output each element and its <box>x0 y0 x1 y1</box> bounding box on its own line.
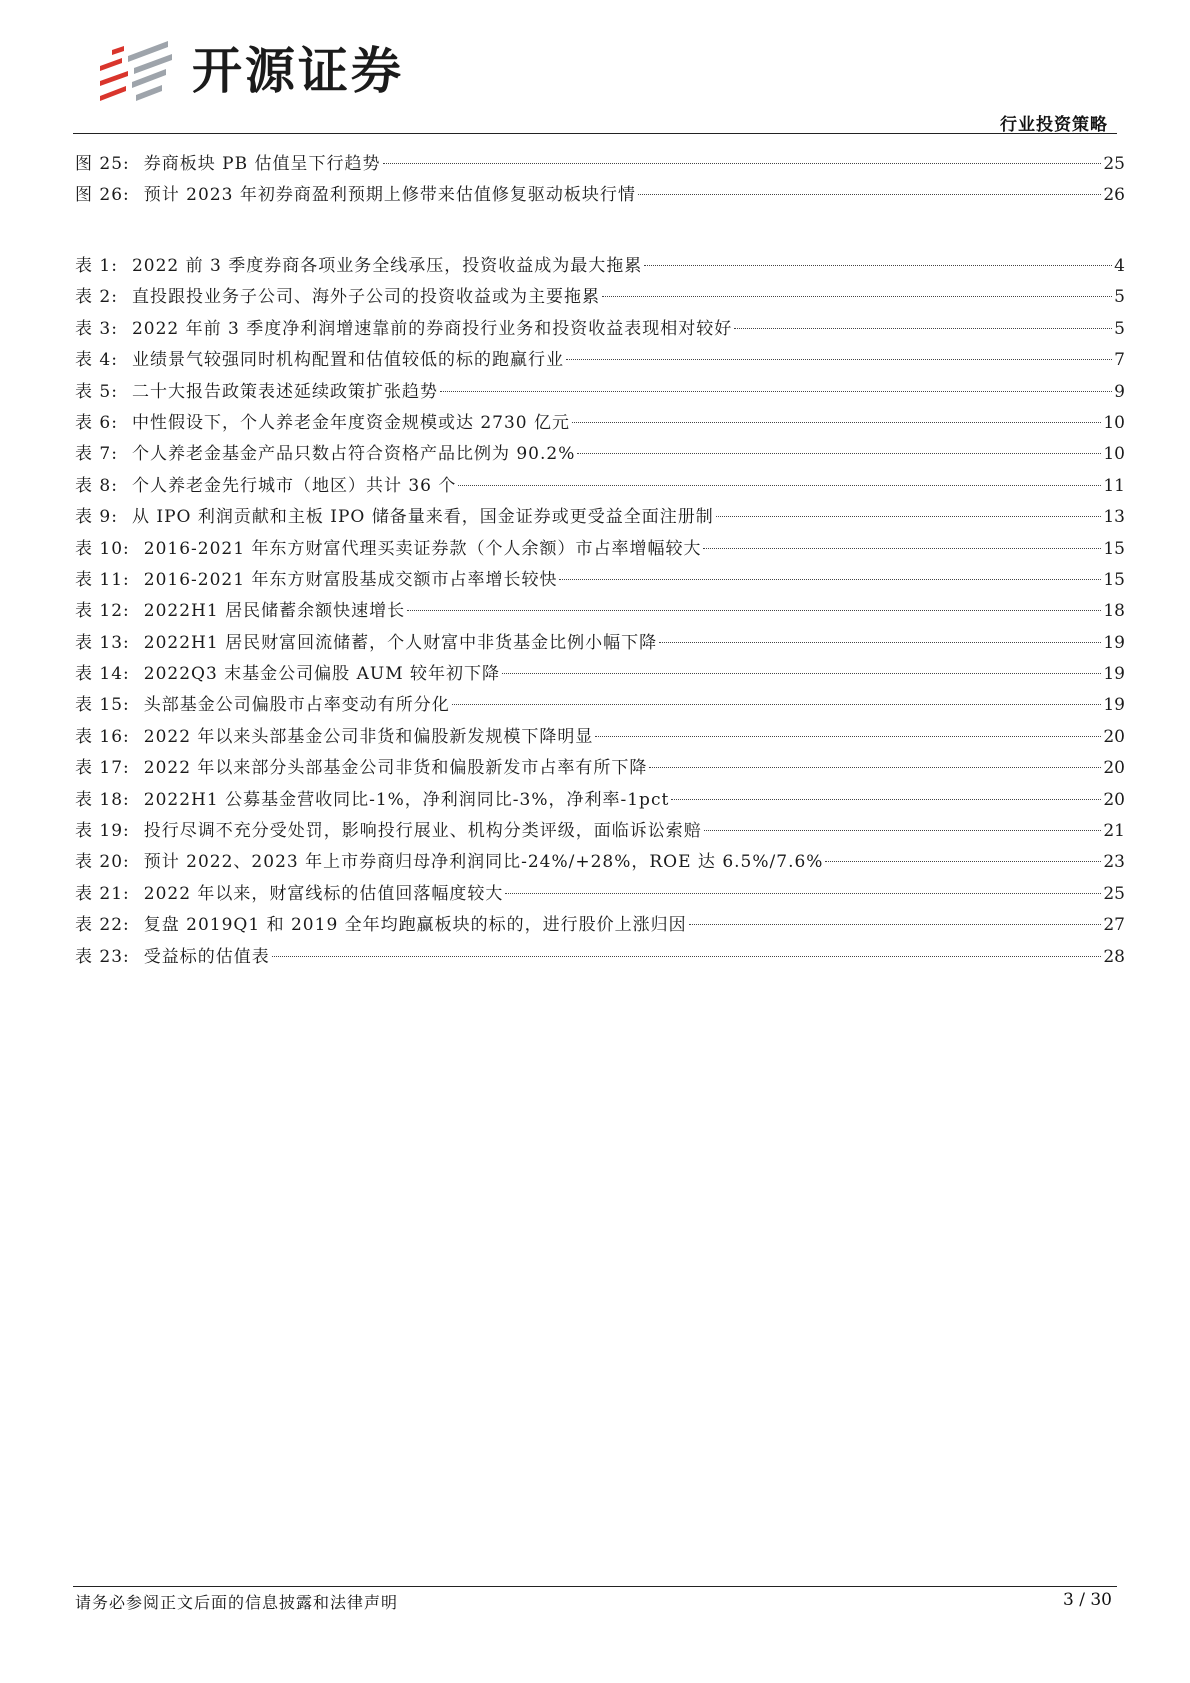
toc-page[interactable]: 21 <box>1103 821 1125 842</box>
toc-page[interactable]: 25 <box>1103 883 1125 904</box>
toc-page[interactable]: 20 <box>1103 789 1125 810</box>
toc-label: 表 5: <box>75 381 118 402</box>
toc-title[interactable]: 中性假设下，个人养老金年度资金规模或达 2730 亿元 <box>131 412 571 433</box>
toc-leader <box>716 516 1102 517</box>
toc-entry[interactable] <box>75 471 1125 502</box>
toc-page[interactable]: 5 <box>1114 287 1125 308</box>
toc-title[interactable]: 2016-2021 年东方财富股基成交额市占率增长较快 <box>143 569 558 590</box>
toc-entry[interactable] <box>75 149 1125 180</box>
toc-label: 表 23: <box>75 946 130 967</box>
toc-title[interactable]: 2022 年以来，财富线标的估值回落幅度较大 <box>143 883 504 904</box>
toc-title[interactable]: 2022Q3 末基金公司偏股 AUM 较年初下降 <box>143 664 501 685</box>
toc-leader <box>644 265 1112 266</box>
toc-entry[interactable] <box>75 314 1125 345</box>
footer-divider <box>73 1586 1117 1587</box>
toc-leader <box>272 956 1102 957</box>
figure-list <box>75 149 1125 212</box>
toc-title[interactable]: 受益标的估值表 <box>143 946 270 967</box>
toc-page[interactable]: 26 <box>1103 185 1125 206</box>
toc-entry[interactable] <box>75 439 1125 470</box>
toc-label: 表 15: <box>75 695 130 716</box>
toc-leader <box>734 328 1112 329</box>
toc-leader <box>577 453 1101 454</box>
toc-label: 表 6: <box>75 412 118 433</box>
toc-page[interactable]: 7 <box>1114 350 1125 371</box>
toc-page[interactable]: 20 <box>1103 726 1125 747</box>
toc-page[interactable]: 19 <box>1103 632 1125 653</box>
toc-entry[interactable] <box>75 879 1125 910</box>
brand-logo <box>98 36 404 106</box>
toc-label: 表 20: <box>75 852 130 873</box>
toc-title[interactable]: 2022H1 居民储蓄余额快速增长 <box>143 601 406 622</box>
toc-entry[interactable] <box>75 565 1125 596</box>
toc-title[interactable]: 二十大报告政策表述延续政策扩张趋势 <box>131 381 438 402</box>
toc-title[interactable]: 投行尽调不充分受处罚，影响投行展业、机构分类评级，面临诉讼索赔 <box>143 821 702 842</box>
toc-label: 表 11: <box>75 569 130 590</box>
toc-page[interactable]: 4 <box>1114 256 1125 276</box>
toc-entry[interactable] <box>75 282 1125 313</box>
toc-leader <box>649 767 1101 768</box>
toc-title[interactable]: 券商板块 PB 估值呈下行趋势 <box>143 154 381 174</box>
toc-leader <box>638 194 1102 195</box>
toc-leader <box>458 485 1101 486</box>
toc-label: 表 10: <box>75 538 130 559</box>
toc-title[interactable]: 2022H1 公募基金营收同比-1%，净利润同比-3%，净利率-1pct <box>143 789 670 810</box>
toc-label: 表 12: <box>75 601 130 622</box>
header-divider <box>73 133 1117 134</box>
toc-title[interactable]: 个人养老金基金产品只数占符合资格产品比例为 90.2% <box>131 444 576 465</box>
toc-entry[interactable] <box>75 785 1125 816</box>
toc-page[interactable]: 15 <box>1103 538 1125 559</box>
toc-label: 表 16: <box>75 726 130 747</box>
toc-leader <box>407 610 1101 611</box>
toc-title[interactable]: 头部基金公司偏股市占率变动有所分化 <box>143 695 450 716</box>
toc-entry[interactable] <box>75 690 1125 721</box>
toc-title[interactable]: 业绩景气较强同时机构配置和估值较低的标的跑赢行业 <box>131 350 564 371</box>
toc-page[interactable]: 27 <box>1103 915 1125 936</box>
toc-leader <box>505 893 1101 894</box>
toc-page[interactable]: 13 <box>1103 507 1125 528</box>
toc-page[interactable]: 11 <box>1103 475 1125 496</box>
brand-logo-icon <box>98 36 180 106</box>
toc-label: 表 3: <box>75 318 118 339</box>
toc-label: 图 25: <box>75 154 130 174</box>
toc-leader <box>671 799 1101 800</box>
toc-entry[interactable] <box>75 180 1125 211</box>
toc-entry[interactable] <box>75 753 1125 784</box>
toc-title[interactable]: 2016-2021 年东方财富代理买卖证券款（个人余额）市占率增幅较大 <box>143 538 702 559</box>
toc-label: 表 18: <box>75 789 130 810</box>
toc-page[interactable]: 25 <box>1103 154 1125 174</box>
toc-title[interactable]: 从 IPO 利润贡献和主板 IPO 储备量来看，国金证券或更受益全面注册制 <box>131 507 714 528</box>
toc-entry[interactable] <box>75 816 1125 847</box>
toc-label: 图 26: <box>75 185 130 206</box>
toc-title[interactable]: 2022H1 居民财富回流储蓄，个人财富中非货基金比例小幅下降 <box>143 632 658 653</box>
toc-entry[interactable] <box>75 847 1125 878</box>
toc-leader <box>452 704 1102 705</box>
toc-page[interactable]: 18 <box>1103 601 1125 622</box>
toc-page[interactable]: 15 <box>1103 569 1125 590</box>
toc-page[interactable]: 10 <box>1103 412 1125 433</box>
toc-leader <box>602 296 1112 297</box>
toc-entry[interactable] <box>75 628 1125 659</box>
toc-entry[interactable] <box>75 942 1125 973</box>
toc-entry[interactable] <box>75 408 1125 439</box>
toc-title[interactable]: 2022 前 3 季度券商各项业务全线承压，投资收益成为最大拖累 <box>131 256 643 276</box>
toc-title[interactable]: 预计 2022、2023 年上市券商归母净利润同比-24%/+28%，ROE 达 6.5%/7.6% <box>143 852 824 873</box>
toc-label: 表 1: <box>75 256 118 276</box>
brand-name: 开源证券 <box>192 42 404 100</box>
toc-leader <box>559 579 1101 580</box>
toc-page[interactable]: 10 <box>1103 444 1125 465</box>
toc-leader <box>659 642 1101 643</box>
toc-entry[interactable] <box>75 377 1125 408</box>
toc-entry[interactable] <box>75 910 1125 941</box>
toc-entry[interactable] <box>75 251 1125 282</box>
toc-entry[interactable] <box>75 722 1125 753</box>
toc-leader <box>689 924 1102 925</box>
toc-label: 表 19: <box>75 821 130 842</box>
toc-title[interactable]: 2022 年以来部分头部基金公司非货和偏股新发市占率有所下降 <box>143 758 648 779</box>
toc-title[interactable]: 2022 年前 3 季度净利润增速靠前的券商投行业务和投资收益表现相对较好 <box>131 318 733 339</box>
legal-disclaimer: 请务必参阅正文后面的信息披露和法律声明 <box>75 1593 399 1612</box>
toc-title[interactable]: 复盘 2019Q1 和 2019 全年均跑赢板块的标的，进行股价上涨归因 <box>143 915 687 936</box>
toc-entry[interactable] <box>75 596 1125 627</box>
toc-label: 表 8: <box>75 475 118 496</box>
toc-label: 表 9: <box>75 507 118 528</box>
page-number: 3 / 30 <box>1063 1590 1112 1610</box>
toc-leader <box>566 359 1112 360</box>
table-list <box>75 251 1125 973</box>
toc-page[interactable]: 5 <box>1114 318 1125 339</box>
toc-title[interactable]: 2022 年以来头部基金公司非货和偏股新发规模下降明显 <box>143 726 594 747</box>
document-type: 行业投资策略 <box>1000 115 1108 135</box>
toc-page[interactable]: 9 <box>1114 381 1125 402</box>
toc-title[interactable]: 直投跟投业务子公司、海外子公司的投资收益或为主要拖累 <box>131 287 600 308</box>
toc-label: 表 22: <box>75 915 130 936</box>
toc-page[interactable]: 19 <box>1103 695 1125 716</box>
toc-label: 表 13: <box>75 632 130 653</box>
toc-label: 表 14: <box>75 664 130 685</box>
toc-entry[interactable] <box>75 534 1125 565</box>
toc-page[interactable]: 20 <box>1103 758 1125 779</box>
toc-leader <box>502 673 1101 674</box>
toc-leader <box>383 163 1102 164</box>
toc-leader <box>572 422 1101 423</box>
toc-entry[interactable] <box>75 345 1125 376</box>
toc-label: 表 17: <box>75 758 130 779</box>
toc-leader <box>703 548 1101 549</box>
toc-label: 表 7: <box>75 444 118 465</box>
toc-page[interactable]: 28 <box>1103 946 1125 967</box>
toc-label: 表 4: <box>75 350 118 371</box>
toc-leader <box>440 391 1112 392</box>
toc-label: 表 2: <box>75 287 118 308</box>
toc-leader <box>704 830 1102 831</box>
toc-page[interactable]: 23 <box>1103 852 1125 873</box>
toc-page[interactable]: 19 <box>1103 664 1125 685</box>
toc-leader <box>825 861 1101 862</box>
toc-title[interactable]: 个人养老金先行城市（地区）共计 36 个 <box>131 475 457 496</box>
toc-entry[interactable] <box>75 659 1125 690</box>
toc-label: 表 21: <box>75 883 130 904</box>
toc-entry[interactable] <box>75 502 1125 533</box>
toc-leader <box>595 736 1101 737</box>
toc-title[interactable]: 预计 2023 年初券商盈利预期上修带来估值修复驱动板块行情 <box>143 185 636 206</box>
